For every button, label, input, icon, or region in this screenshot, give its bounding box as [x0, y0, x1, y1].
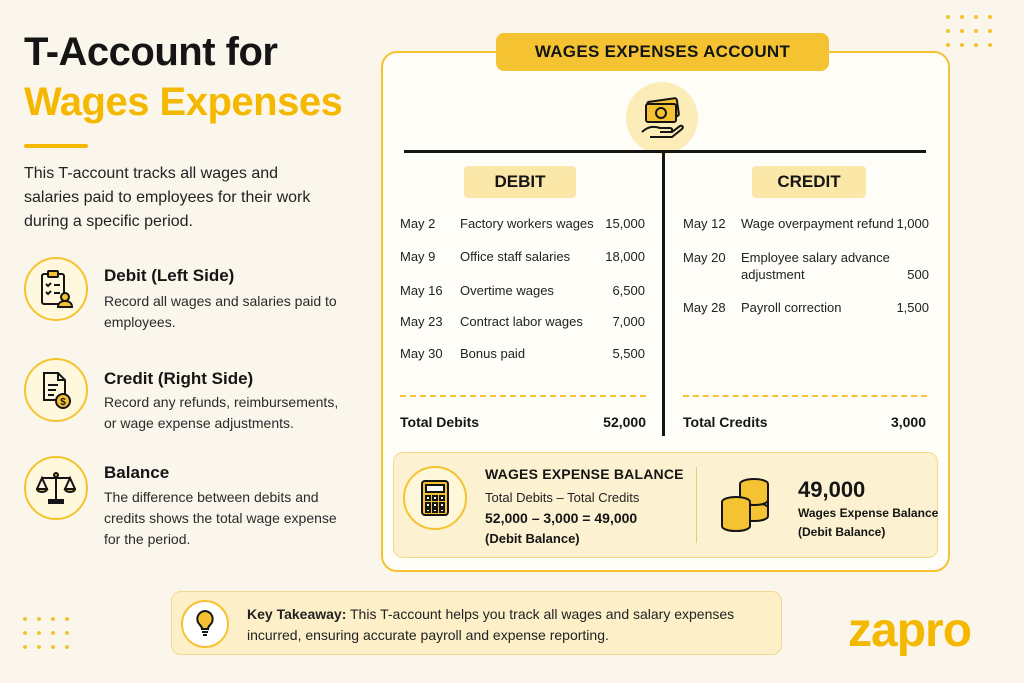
credit-amount: 1,000 [896, 216, 929, 231]
brand-logo: zapro [848, 604, 972, 657]
balance-value-label: Wages Expense Balance [798, 506, 939, 520]
t-account-divider [662, 150, 665, 436]
scale-icon [24, 456, 88, 520]
total-credits-label: Total Credits [683, 414, 768, 430]
page-title-line1: T-Account for [24, 30, 278, 74]
key-takeaway-text [247, 604, 772, 646]
total-debits-label: Total Debits [400, 414, 480, 430]
debit-date: May 30 [400, 346, 443, 361]
debit-date: May 16 [400, 283, 443, 298]
decorative-dots-top-right [946, 15, 992, 47]
debit-header: DEBIT [464, 166, 576, 198]
debit-amount: 18,000 [605, 249, 645, 264]
account-title: WAGES EXPENSES ACCOUNT [496, 33, 829, 71]
balance-value-note: (Debit Balance) [798, 525, 886, 539]
t-account-top-line [404, 150, 926, 153]
credit-desc: Payroll correction [741, 300, 842, 315]
credit-desc-line1: Employee salary advance [741, 250, 890, 265]
debit-desc: Bonus paid [460, 346, 526, 361]
document-dollar-icon [24, 358, 88, 422]
lightbulb-icon [181, 600, 229, 648]
key-takeaway-label: Key Takeaway: [247, 606, 347, 622]
debit-desc: Overtime wages [460, 283, 554, 298]
credit-date: May 28 [683, 300, 726, 315]
debit-desc: Factory workers wages [460, 216, 594, 231]
credit-amount: 1,500 [896, 300, 929, 315]
balance-value: 49,000 [798, 477, 866, 502]
balance-heading: WAGES EXPENSE BALANCE [485, 466, 684, 482]
feature-debit-text: Record all wages and salaries paid to employees. [104, 293, 337, 330]
credit-amount: 500 [907, 267, 929, 282]
feature-balance-text: The difference between debits and credits shows the total wage expense for the period. [104, 489, 337, 547]
page-title-line2: Wages Expenses [24, 80, 343, 124]
debit-date: May 23 [400, 314, 443, 329]
feature-balance-title: Balance [104, 463, 170, 482]
title-underline [24, 144, 88, 148]
clipboard-checklist-icon [24, 257, 88, 321]
credit-desc-line2: adjustment [741, 267, 805, 282]
balance-note: (Debit Balance) [485, 531, 580, 546]
credit-date: May 12 [683, 216, 726, 231]
money-hand-icon [626, 82, 698, 154]
total-credits-value: 3,000 [890, 414, 926, 430]
debit-date: May 2 [400, 216, 436, 231]
credit-dashed-divider [683, 395, 927, 397]
debit-amount: 5,500 [612, 346, 645, 361]
balance-calculation: 52,000 – 3,000 = 49,000 [485, 510, 638, 526]
debit-date: May 9 [400, 249, 436, 264]
coin-stack-icon [718, 472, 774, 539]
balance-divider [696, 467, 697, 543]
debit-amount: 15,000 [605, 216, 645, 231]
feature-debit-title: Debit (Left Side) [104, 266, 235, 285]
debit-amount: 7,000 [612, 314, 645, 329]
intro-text: This T-account tracks all wages and salaries paid to employees for their work during a specific period. [24, 165, 311, 230]
debit-dashed-divider [400, 395, 646, 397]
debit-desc: Contract labor wages [460, 314, 583, 329]
key-takeaway-body: This T-account helps you track all wages and salary expenses incurred, ensuring accurate payroll and expense reporting. [247, 606, 735, 643]
balance-formula: Total Debits – Total Credits [485, 490, 640, 505]
credit-date: May 20 [683, 250, 726, 265]
feature-credit-text: Record any refunds, reimbursements, or wage expense adjustments. [104, 394, 339, 431]
decorative-dots-bottom-left [23, 617, 69, 649]
feature-credit-title: Credit (Right Side) [104, 369, 254, 388]
credit-header: CREDIT [752, 166, 866, 198]
debit-amount: 6,500 [612, 283, 645, 298]
svg-text:$: $ [60, 397, 66, 408]
credit-desc: Wage overpayment refund [741, 216, 894, 231]
total-debits-value: 52,000 [603, 414, 646, 430]
calculator-icon [403, 466, 467, 530]
debit-desc: Office staff salaries [460, 249, 571, 264]
